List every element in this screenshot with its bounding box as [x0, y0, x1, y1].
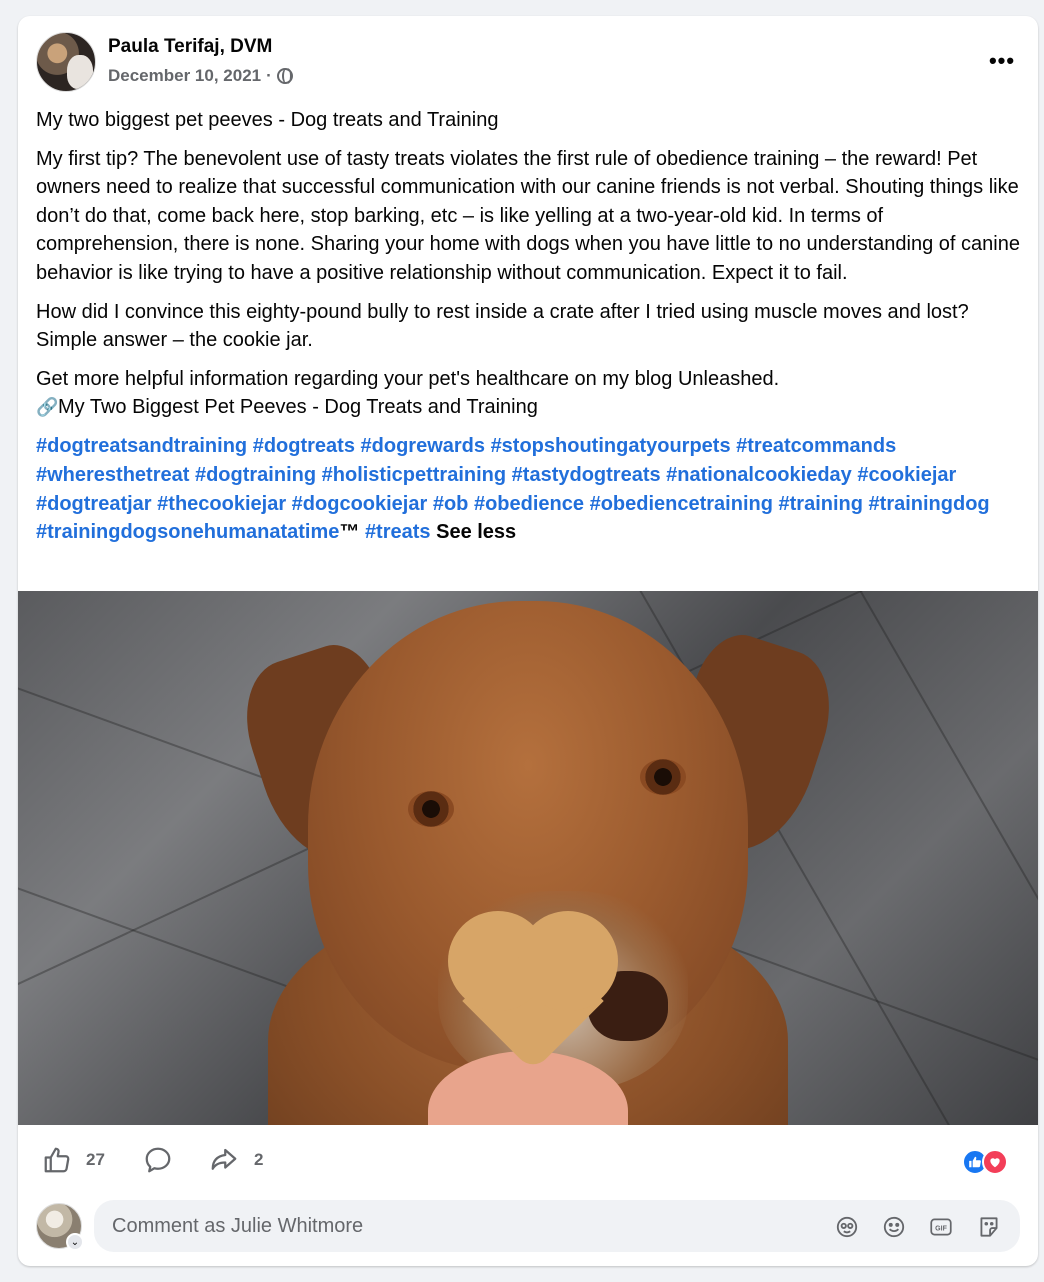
- hashtag-link[interactable]: #trainingdogsonehumanatatime: [36, 521, 340, 544]
- reactions-summary[interactable]: [962, 1149, 1018, 1177]
- hashtag-link[interactable]: #ob: [432, 492, 469, 515]
- hashtag-link[interactable]: #dogtreatjar: [36, 492, 152, 515]
- post-text: [36, 106, 1026, 557]
- hashtag-link[interactable]: #stopshoutingatyourpets: [490, 435, 731, 458]
- hashtag-link[interactable]: #obedience: [473, 492, 585, 515]
- share-arrow-icon: [208, 1145, 240, 1175]
- comment-box[interactable]: [94, 1200, 1020, 1252]
- hashtag-link[interactable]: #wheresthetreat: [36, 464, 190, 487]
- post-paragraph: How did I convince this eighty-pound bully to rest inside a crate after I tried using muscle moves and lost? Simple answer – the cookie jar.: [36, 300, 969, 352]
- see-less-button[interactable]: See less: [436, 521, 517, 544]
- hashtag-link[interactable]: #dogtraining: [194, 464, 317, 487]
- globe-icon: [277, 68, 293, 84]
- hashtag-link[interactable]: #nationalcookieday: [666, 464, 852, 487]
- post-card: [18, 16, 1038, 1266]
- post-header: [36, 32, 1020, 96]
- blog-info: [36, 365, 1026, 422]
- author-name[interactable]: Paula Terifaj, DVM: [108, 36, 273, 57]
- chevron-down-icon[interactable]: ⌄: [66, 1233, 84, 1251]
- hashtag-link[interactable]: #training: [778, 492, 863, 515]
- post-actions: [18, 1125, 1038, 1197]
- avatar-sticker-icon[interactable]: [834, 1214, 860, 1240]
- hashtag-link[interactable]: #treats: [364, 521, 431, 544]
- hashtag-link[interactable]: #trainingdog: [868, 492, 990, 515]
- gif-icon[interactable]: [928, 1214, 954, 1240]
- like-button[interactable]: [42, 1145, 105, 1175]
- hashtag-link[interactable]: #treatcommands: [736, 435, 897, 458]
- share-count[interactable]: 2: [254, 1150, 264, 1169]
- post-meta: [108, 66, 293, 86]
- post-photo[interactable]: [18, 591, 1038, 1125]
- trademark-symbol: ™: [339, 521, 360, 544]
- hashtag-link[interactable]: #thecookiejar: [157, 492, 287, 515]
- post-paragraph: My two biggest pet peeves - Dog treats and Training: [36, 109, 499, 131]
- hashtag-link[interactable]: #dogtreatsandtraining: [36, 435, 248, 458]
- comment-input[interactable]: [112, 1200, 812, 1252]
- like-count[interactable]: 27: [86, 1150, 105, 1169]
- svg-text:GIF: GIF: [935, 1225, 947, 1233]
- comment-bubble-icon: [142, 1145, 174, 1175]
- thumbs-up-icon: [42, 1145, 72, 1175]
- hashtag-link[interactable]: #cookiejar: [857, 464, 957, 487]
- comment-composer: [18, 1197, 1038, 1266]
- author-avatar[interactable]: [36, 32, 96, 92]
- emoji-icon[interactable]: [881, 1214, 907, 1240]
- sticker-icon[interactable]: [976, 1214, 1002, 1240]
- blog-line: Get more helpful information regarding your pet's healthcare on my blog Unleashed.: [36, 368, 780, 391]
- hashtag-link[interactable]: #dogrewards: [360, 435, 485, 458]
- hashtag-link[interactable]: #tastydogtreats: [511, 464, 661, 487]
- heart-cookie: [448, 911, 618, 1081]
- post-paragraph: My first tip? The benevolent use of tasty treats violates the first rule of obedience training – the reward! Pet owners need to realize that successful communication with our canine friends is not verbal. Shouting things like don’t do that, come back here, stop barking, etc – is like yelling at a two-year-old kid. In terms of comprehension, there is none. Sharing your home with dogs when you have little to no understanding of canine behavior is like trying to have a positive relationship without communication. Expect it to fail.: [36, 148, 1020, 284]
- hashtag-link[interactable]: #holisticpettraining: [321, 464, 507, 487]
- hashtag-link[interactable]: #dogcookiejar: [291, 492, 428, 515]
- post-date[interactable]: December 10, 2021: [108, 66, 262, 85]
- more-options-button[interactable]: •••: [988, 48, 1016, 73]
- hashtag-link[interactable]: #dogtreats: [252, 435, 355, 458]
- hashtags: [36, 432, 1026, 546]
- comment-button[interactable]: [142, 1145, 174, 1175]
- meta-separator: ·: [266, 66, 272, 85]
- hashtag-link[interactable]: #obediencetraining: [589, 492, 773, 515]
- link-icon: 🔗: [36, 397, 59, 418]
- blog-link-text: My Two Biggest Pet Peeves - Dog Treats and Training: [58, 396, 538, 419]
- love-reaction-icon: [982, 1149, 1008, 1175]
- share-button[interactable]: [208, 1145, 263, 1175]
